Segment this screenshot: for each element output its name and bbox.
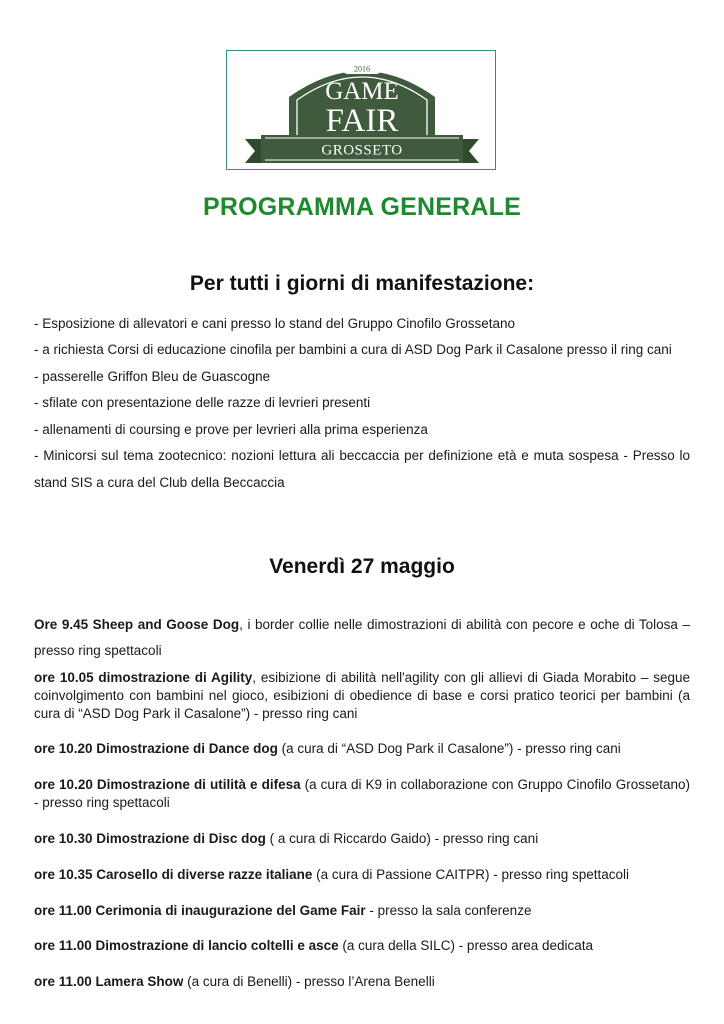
list-item: - a richiesta Corsi di educazione cinofila per bambini a cura di ASD Dog Park il Casalone presso il ring cani — [34, 342, 672, 357]
event-description: - presso la sala conferenze — [365, 903, 532, 918]
event-item — [34, 616, 690, 634]
event-time-title: Ore 9.45 Sheep and Goose Dog — [34, 617, 240, 632]
logo-line-game: GAME — [325, 78, 399, 105]
event-description: ( a cura di Riccardo Gaido) - presso ring cani — [265, 831, 539, 846]
friday-heading: Venerdì 27 maggio — [269, 555, 455, 578]
list-item: - Minicorsi sul tema zootecnico: nozioni lettura ali beccaccia per definizione età e muta sospesa - Presso lo — [34, 448, 690, 463]
event-item-continuation — [34, 642, 690, 660]
event-description: (a cura di Passione CAITPR) - presso ring spettacoli — [312, 867, 630, 882]
event-time-title: ore 10.30 Dimostrazione di Disc dog — [34, 831, 266, 846]
game-fair-logo — [226, 50, 496, 170]
event-time-title: ore 10.05 dimostrazione di Agility — [34, 670, 253, 685]
event-item — [34, 866, 690, 884]
event-description: (a cura di Benelli) - presso l’Arena Benelli — [183, 974, 435, 989]
event-item — [34, 902, 690, 920]
logo-emblem — [227, 51, 497, 171]
page-title: PROGRAMMA GENERALE — [203, 193, 521, 221]
event-item — [34, 830, 690, 848]
event-time-title: ore 11.00 Cerimonia di inaugurazione del Game Fair — [34, 903, 366, 918]
event-time-title: ore 11.00 Dimostrazione di lancio coltelli e asce — [34, 938, 339, 953]
event-time-title: ore 10.20 Dimostrazione di Dance dog — [34, 741, 278, 756]
logo-year: 2016 — [354, 64, 370, 74]
event-time-title: ore 10.35 Carosello di diverse razze italiane — [34, 867, 313, 882]
list-item: - Esposizione di allevatori e cani presso lo stand del Gruppo Cinofilo Grossetano — [34, 316, 516, 331]
all-days-heading: Per tutti i giorni di manifestazione: — [189, 272, 535, 295]
event-description-continued: presso ring spettacoli — [34, 643, 162, 658]
event-item — [34, 937, 690, 955]
event-description: (a cura di K9 in collaborazione con Gruppo Cinofilo Grossetano) - presso ring spettacoli — [34, 777, 690, 810]
event-item — [34, 973, 690, 991]
event-item — [34, 776, 690, 812]
event-description: (a cura della SILC) - presso area dedicata — [338, 938, 594, 953]
list-item: - allenamenti di coursing e prove per levrieri alla prima esperienza — [34, 422, 428, 437]
list-item: - passerelle Griffon Bleu de Guascogne — [34, 369, 271, 384]
event-time-title: ore 11.00 Lamera Show — [34, 974, 184, 989]
logo-banner-text: GROSSETO — [321, 142, 403, 159]
list-item: - sfilate con presentazione delle razze di levrieri presenti — [34, 395, 371, 410]
event-item — [34, 669, 690, 723]
event-description: (a cura di “ASD Dog Park il Casalone”) - presso ring cani — [277, 741, 621, 756]
event-time-title: ore 10.20 Dimostrazione di utilità e difesa — [34, 777, 301, 792]
event-description: , esibizione di abilità nell'agility con gli allievi di Giada Morabito – segue coinvolgimento con bambini nel gioco, esibizioni di obedience di base e corsi pratico teorici per bambini (a cura di “ASD Dog Park il Casalone”) - presso ring cani — [34, 670, 690, 721]
event-item — [34, 740, 690, 758]
list-item-continuation: stand SIS a cura del Club della Beccaccia — [34, 475, 285, 490]
logo-line-fair: FAIR — [325, 103, 399, 139]
event-description: , i border collie nelle dimostrazioni di abilità con pecore e oche di Tolosa – — [239, 617, 690, 632]
